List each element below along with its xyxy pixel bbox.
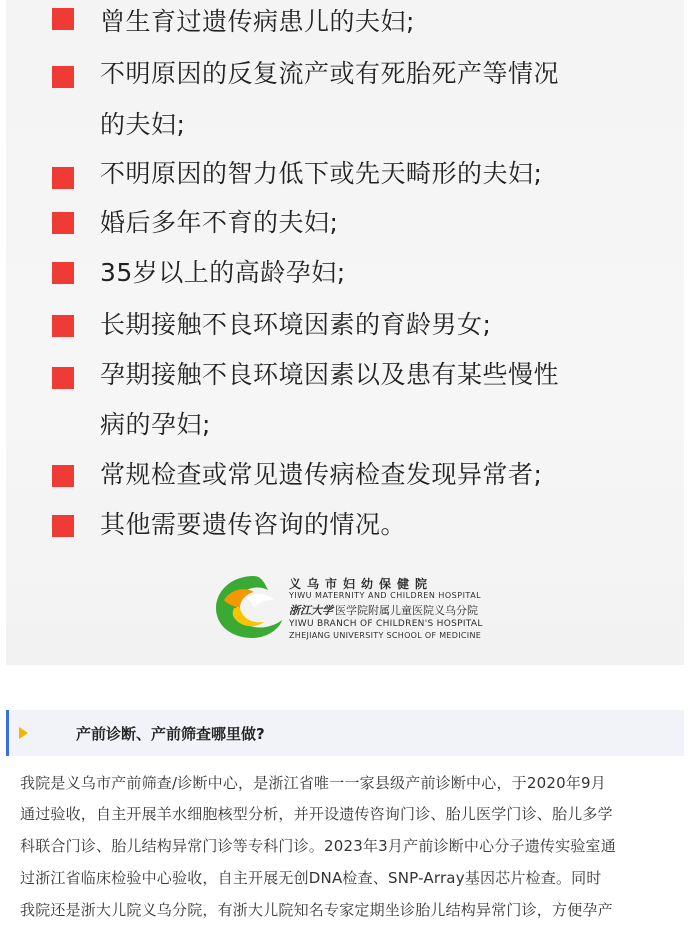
logo-university-english: ZHEJIANG UNIVERSITY SCHOOL OF MEDICINE [289, 631, 482, 640]
list-item: 孕期接触不良环境因素以及患有某些慢性 [100, 360, 560, 389]
bullet-square [52, 315, 74, 337]
list-item: 长期接触不良环境因素的育龄男女; [100, 310, 492, 339]
list-item: 不明原因的反复流产或有死胎死产等情况 [100, 59, 560, 88]
bullet-square [52, 167, 74, 189]
list-item: 病的孕妇; [100, 410, 211, 439]
logo-hospital-name: 义乌市妇幼保健院 [289, 577, 434, 591]
bullet-square [52, 212, 74, 234]
paragraph-line: 科联合门诊、胎儿结构异常门诊等专科门诊。2023年3月产前诊断中心分子遗传实验室通 [20, 837, 616, 855]
logo-branch-english: YIWU BRANCH OF CHILDREN'S HOSPITAL [289, 619, 483, 629]
paragraph-line: 我院还是浙大儿院义乌分院，有浙大儿院知名专家定期坐诊胎儿结构异常门诊，方便孕产 [20, 901, 613, 919]
bullet-square [52, 367, 74, 389]
bullet-square [52, 465, 74, 487]
list-item: 常规检查或常见遗传病检查发现异常者; [100, 460, 543, 489]
logo-affiliation [289, 602, 478, 618]
play-arrow-icon [19, 727, 28, 739]
list-item: 35岁以上的高龄孕妇; [100, 258, 346, 287]
list-item: 不明原因的智力低下或先天畸形的夫妇; [100, 159, 543, 188]
list-item: 的夫妇; [100, 110, 186, 139]
bullet-square [52, 515, 74, 537]
list-item: 曾生育过遗传病患儿的夫妇; [100, 7, 415, 36]
bullet-square [52, 262, 74, 284]
list-item: 其他需要遗传咨询的情况。 [100, 510, 407, 539]
section-header [6, 710, 684, 756]
list-item: 婚后多年不育的夫妇; [100, 208, 339, 237]
logo-affiliation-text: 医学院附属儿童医院义乌分院 [335, 604, 478, 617]
paragraph-line: 过浙江省临床检验中心验收，自主开展无创DNA检查、SNP-Array基因芯片检查。同时 [20, 869, 602, 887]
bullet-square [52, 66, 74, 88]
logo-english-name: YIWU MATERNITY AND CHILDREN HOSPITAL [289, 591, 482, 600]
bullet-square [52, 8, 74, 30]
logo-university-script: 浙江大学 [289, 604, 333, 617]
paragraph-line: 我院是义乌市产前筛查/诊断中心，是浙江省唯一一家县级产前诊断中心，于2020年9月 [20, 774, 606, 792]
section-title: 产前诊断、产前筛查哪里做? [76, 725, 265, 743]
paragraph-line: 通过验收，自主开展羊水细胞核型分析，并开设遗传咨询门诊、胎儿医学门诊、胎儿多学 [20, 805, 613, 823]
